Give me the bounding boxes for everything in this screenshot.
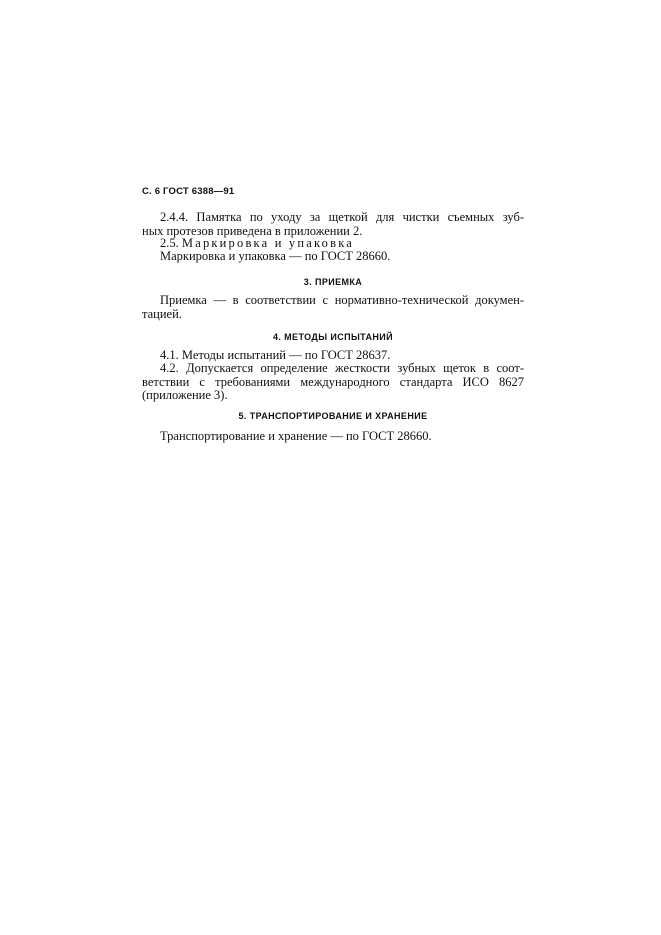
paragraph-line: ветствии с требованиями международного стандарта ИСО 8627	[142, 374, 524, 389]
paragraph-3	[142, 294, 524, 321]
paragraph-line: Приемка — в соответствии с нормативно-технической докумен-	[160, 293, 524, 307]
paragraph-line: 4.1. Методы испытаний — по ГОСТ 28637.	[160, 348, 391, 362]
paragraph-2-4-4	[142, 211, 524, 238]
paragraph-line: Маркировка и упаковка — по ГОСТ 28660.	[160, 249, 391, 263]
paragraph-line: 2.4.4. Памятка по уходу за щеткой для чистки съемных зуб-	[160, 210, 524, 224]
section-heading: 3. ПРИЕМКА	[303, 277, 363, 287]
subsection-number: 2.5.	[160, 236, 179, 250]
paragraph-line: 4.2. Допускается определение жесткости зубных щеток в соот-	[160, 361, 524, 375]
page-header: С. 6 ГОСТ 6388—91	[142, 186, 235, 197]
paragraph-line: тацией.	[142, 306, 182, 321]
section-heading: 4. МЕТОДЫ ИСПЫТАНИЙ	[272, 332, 394, 342]
paragraph-5	[142, 430, 524, 444]
paragraph-4-2	[142, 362, 524, 403]
paragraph-line: ных протезов приведена в приложении 2.	[142, 223, 363, 238]
subsection-title: Маркировка и упаковка	[181, 236, 355, 250]
paragraph-line: Транспортирование и хранение — по ГОСТ 28660.	[160, 429, 432, 443]
paragraph-line: (приложение 3).	[142, 388, 228, 402]
paragraph-2-5-text	[142, 250, 524, 264]
section-heading: 5. ТРАНСПОРТИРОВАНИЕ И ХРАНЕНИЕ	[238, 411, 428, 421]
